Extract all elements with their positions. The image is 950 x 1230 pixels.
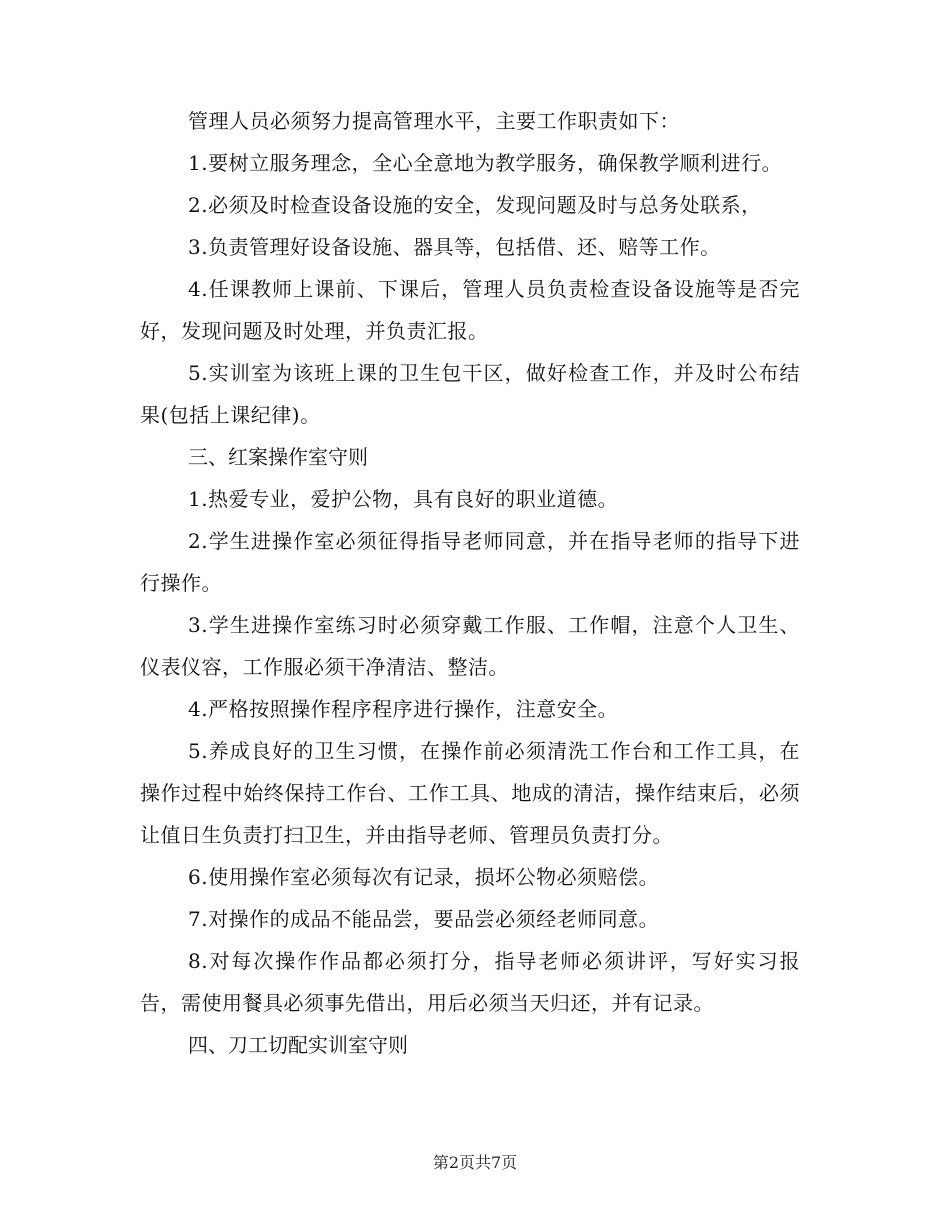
intro-paragraph: 管理人员必须努力提高管理水平，主要工作职责如下： (188, 109, 680, 133)
duty-item-2: 2.必须及时检查设备设施的安全，发现问题及时与总务处联系， (188, 193, 762, 217)
rule-item-6: 6.使用操作室必须每次有记录，损坏公物必须赔偿。 (188, 865, 660, 889)
section-heading-3: 三、红案操作室守则 (188, 445, 368, 469)
rule-item-2: 2.学生进操作室必须征得指导老师同意，并在指导老师的指导下进行操作。 (140, 529, 800, 595)
duty-item-5: 5.实训室为该班上课的卫生包干区，做好检查工作，并及时公布结果(包括上课纪律)。 (140, 361, 800, 427)
duty-item-4: 4.任课教师上课前、下课后，管理人员负责检查设备设施等是否完好，发现问题及时处理，并负责汇报。 (140, 277, 800, 343)
rule-item-5: 5.养成良好的卫生习惯，在操作前必须清洗工作台和工作工具，在操作过程中始终保持工作台、工作工具、地成的清洁，操作结束后，必须让值日生负责打扫卫生，并由指导老师、管理员负责打分。 (140, 739, 800, 847)
section-heading-4: 四、刀工切配实训室守则 (188, 1033, 408, 1057)
duty-item-1: 1.要树立服务理念，全心全意地为教学服务，确保教学顺利进行。 (188, 151, 783, 175)
rule-item-8: 8.对每次操作作品都必须打分，指导老师必须讲评，写好实习报告，需使用餐具必须事先借出，用后必须当天归还，并有记录。 (140, 949, 800, 1015)
rule-item-3: 3.学生进操作室练习时必须穿戴工作服、工作帽，注意个人卫生、仪表仪容，工作服必须干净清洁、整洁。 (140, 613, 800, 679)
rule-item-7: 7.对操作的成品不能品尝，要品尝必须经老师同意。 (188, 907, 660, 931)
duty-item-3: 3.负责管理好设备设施、器具等，包括借、还、赔等工作。 (188, 235, 721, 259)
document-body (140, 100, 800, 1066)
page-number-footer: 第2页共7页 (432, 1153, 518, 1172)
rule-item-1: 1.热爱专业，爱护公物，具有良好的职业道德。 (188, 487, 619, 511)
rule-item-4: 4.严格按照操作程序程序进行操作，注意安全。 (188, 697, 619, 721)
